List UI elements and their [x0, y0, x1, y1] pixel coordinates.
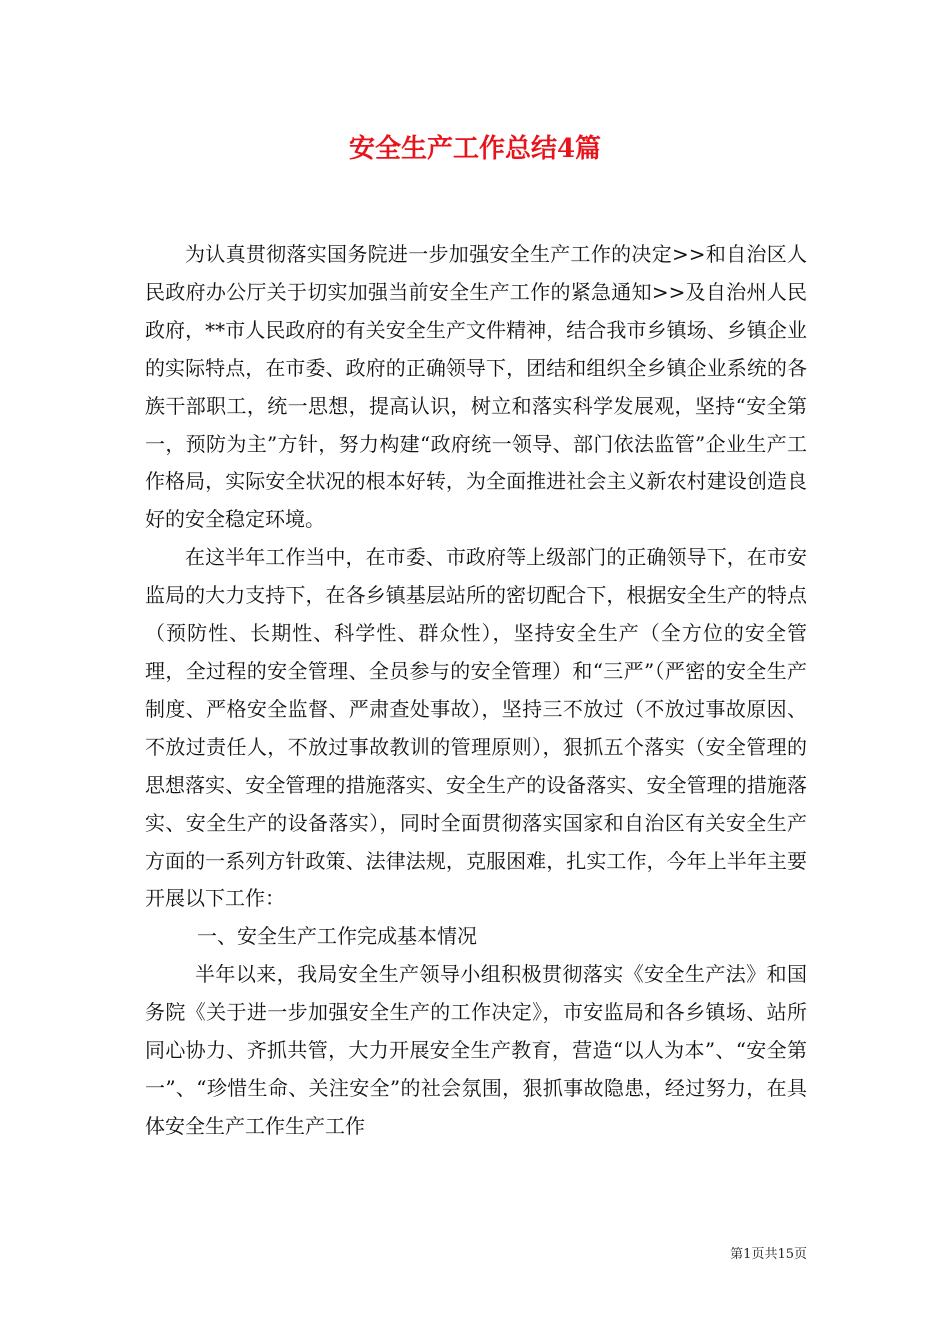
- document-body: [145, 236, 807, 1146]
- page-number: 第1页共15页: [730, 1247, 807, 1262]
- section-heading-1: 一、安全生产工作完成基本情况: [197, 924, 477, 949]
- paragraph-intro: 为认真贯彻落实国务院进一步加强安全生产工作的决定>>和自治区人民政府办公厅关于切实加强当前安全生产工作的紧急通知>>及自治州人民政府，**市人民政府的有关安全生产文件精神，结合我市乡镇场、乡镇企业的实际特点，在市委、政府的正确领导下，团结和组织全乡镇企业系统的各族干部职工，统一思想，提高认识，树立和落实科学发展观，坚持“安全第一，预防为主”方针，努力构建“政府统一领导、部门依法监管”企业生产工作格局，实际安全状况的根本好转，为全面推进社会主义新农村建设创造良好的安全稳定环境。: [145, 242, 807, 532]
- paragraph-section-1: 半年以来，我局安全生产领导小组积极贯彻落实《安全生产法》和国务院《关于进一步加强安全生产的工作决定》，市安监局和各乡镇场、站所同心协力、齐抓共管，大力开展安全生产教育，营造“以人为本”、“安全第一”、“珍惜生命、关注安全”的社会氛围，狠抓事故隐患，经过努力，在具体安全生产工作生产工作: [145, 962, 807, 1138]
- document-title: 安全生产工作总结4篇: [348, 134, 602, 164]
- paragraph-half-year-work: 在这半年工作当中，在市委、市政府等上级部门的正确领导下，在市安监局的大力支持下，在各乡镇基层站所的密切配合下，根据安全生产的特点（预防性、长期性、科学性、群众性），坚持安全生产（全方位的安全管理，全过程的安全管理、全员参与的安全管理）和“三严”（严密的安全生产制度、严格安全监督、严肃查处事故），坚持三不放过（不放过事故原因、不放过责任人，不放过事故教训的管理原则），狠抓五个落实（安全管理的思想落实、安全管理的措施落实、安全生产的设备落实、安全管理的措施落实、安全生产的设备落实），同时全面贯彻落实国家和自治区有关安全生产方面的一系列方针政策、法律法规，克服困难，扎实工作，今年上半年主要开展以下工作：: [145, 545, 807, 911]
